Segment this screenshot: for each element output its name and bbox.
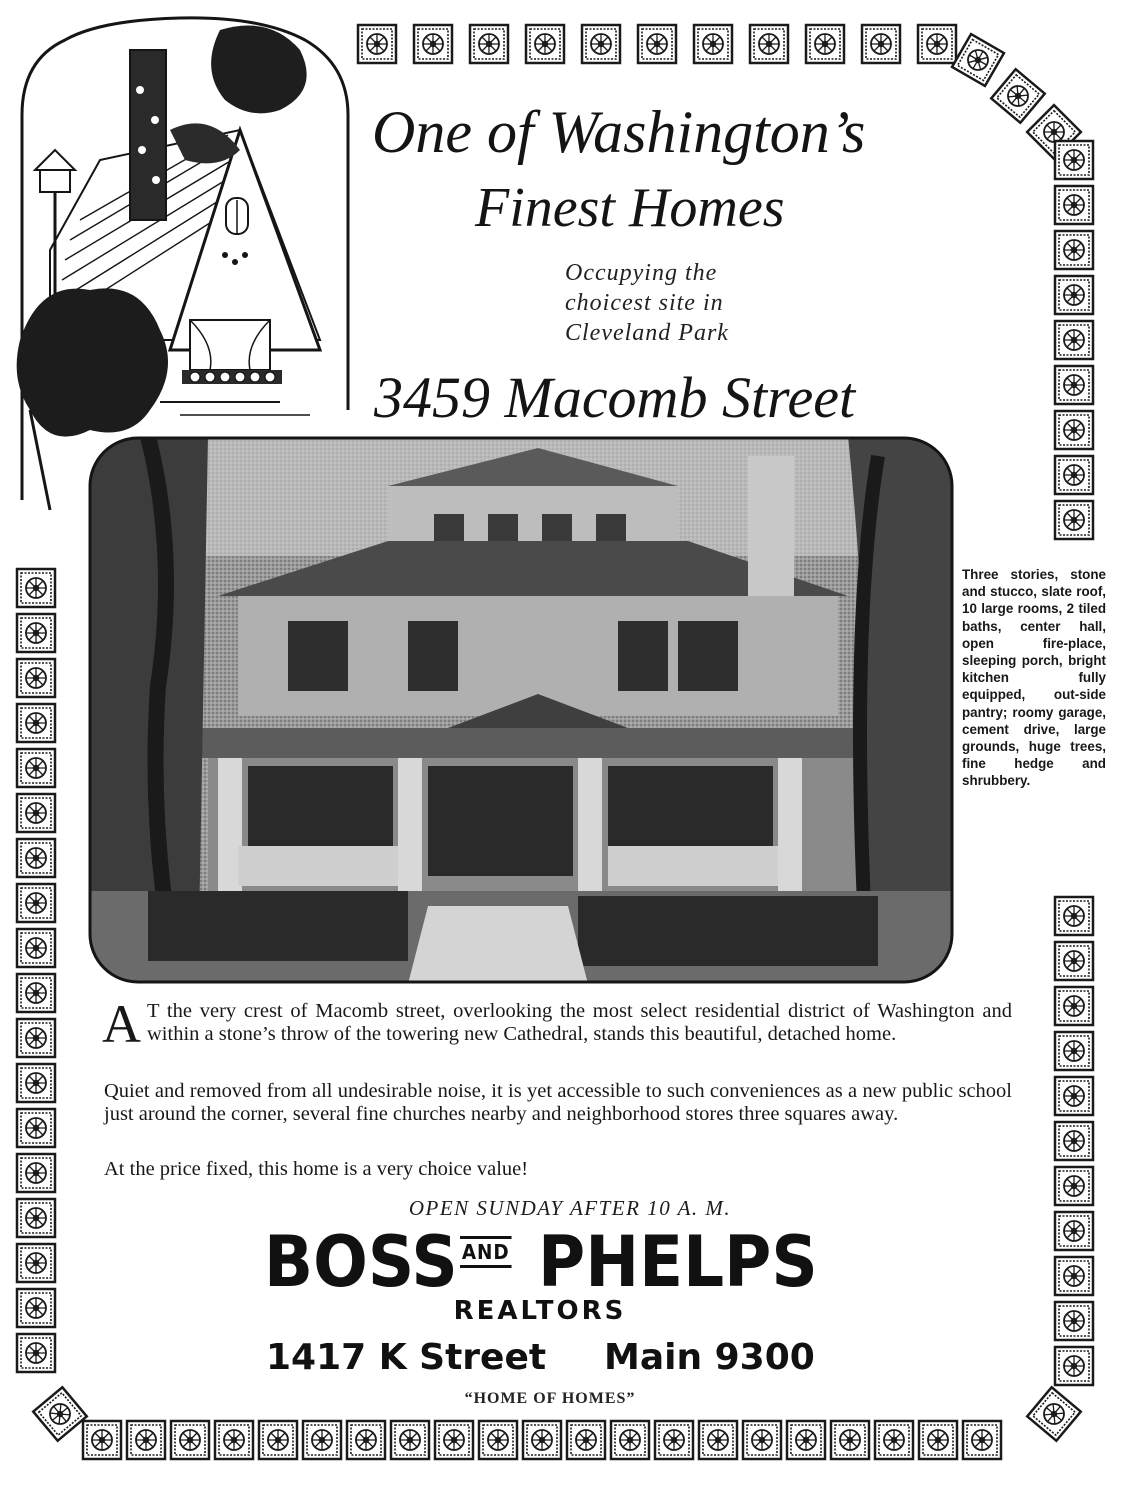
- border-tile: [17, 929, 55, 967]
- border-tile: [1055, 366, 1093, 404]
- border-tile: [611, 1421, 649, 1459]
- border-tile: [1055, 141, 1093, 179]
- border-tile: [787, 1421, 825, 1459]
- border-tile: [919, 1421, 957, 1459]
- body-paragraph-1: [102, 994, 1012, 1054]
- border-tile: [1055, 411, 1093, 449]
- border-tile: [17, 1289, 55, 1327]
- border-tile: [1055, 1257, 1093, 1295]
- border-tile: [470, 25, 508, 63]
- border-tile: [1055, 1347, 1093, 1385]
- house-photograph: [88, 436, 954, 984]
- headline-line2: Finest Homes: [475, 177, 785, 239]
- border-tile: [83, 1421, 121, 1459]
- border-tile: [1055, 276, 1093, 314]
- border-tile: [1055, 1032, 1093, 1070]
- border-tile: [358, 25, 396, 63]
- subhead-line1: Occupying the: [565, 260, 718, 286]
- border-tile: [1055, 987, 1093, 1025]
- border-tile: [1055, 897, 1093, 935]
- border-tile: [414, 25, 452, 63]
- subhead: [565, 258, 825, 348]
- border-tile: [17, 884, 55, 922]
- border-tile: [750, 25, 788, 63]
- border-tile: [875, 1421, 913, 1459]
- border-tile: [391, 1421, 429, 1459]
- border-tile: [303, 1421, 341, 1459]
- border-tile: [1055, 186, 1093, 224]
- subhead-line3: Cleveland Park: [565, 320, 729, 346]
- border-tile: [17, 1109, 55, 1147]
- border-tile: [526, 25, 564, 63]
- brand-name-boss: BOSS: [264, 1221, 458, 1303]
- border-tile: [743, 1421, 781, 1459]
- border-tile: [1055, 1212, 1093, 1250]
- open-sunday-notice: OPEN SUNDAY AFTER 10 A. M.: [408, 1196, 732, 1220]
- border-tile: [523, 1421, 561, 1459]
- border-tile: [963, 1421, 1001, 1459]
- headline-line1: One of Washington’s: [372, 99, 866, 165]
- realtors-label: REALTORS: [453, 1296, 627, 1326]
- border-tile: [17, 1064, 55, 1102]
- border-tile: [1055, 942, 1093, 980]
- border-tile: [862, 25, 900, 63]
- border-tile: [215, 1421, 253, 1459]
- body-paragraph-2: Quiet and removed from all undesirable noise, it is yet accessible to such conveniences as a new public school just around the corner, several fine churches nearby and neighborhood stores three squares away.: [104, 1080, 1012, 1125]
- border-tile: [17, 614, 55, 652]
- border-tile: [1055, 321, 1093, 359]
- border-tile: [1055, 456, 1093, 494]
- property-address: 3459 Macomb Street: [374, 365, 856, 430]
- border-tile: [567, 1421, 605, 1459]
- border-tile: [17, 794, 55, 832]
- border-tile: [1055, 1167, 1093, 1205]
- border-tile: [17, 569, 55, 607]
- border-tile: [831, 1421, 869, 1459]
- border-tile: [171, 1421, 209, 1459]
- border-tile: [17, 749, 55, 787]
- brand-connector: AND: [460, 1236, 511, 1268]
- border-tile: [17, 1334, 55, 1372]
- border-tile: [17, 659, 55, 697]
- border-tile: [806, 25, 844, 63]
- border-tile: [1055, 1302, 1093, 1340]
- border-tile: [1055, 1077, 1093, 1115]
- office-address: 1417 K Street: [266, 1337, 547, 1378]
- border-tile: [1055, 231, 1093, 269]
- border-tile: [17, 1154, 55, 1192]
- border-tile: [952, 34, 1004, 86]
- border-tile: [259, 1421, 297, 1459]
- border-tile: [1055, 1122, 1093, 1160]
- border-tile: [699, 1421, 737, 1459]
- border-tile: [655, 1421, 693, 1459]
- slogan: “HOME OF HOMES”: [464, 1390, 636, 1407]
- drop-cap: A: [102, 994, 141, 1054]
- border-tile: [1055, 501, 1093, 539]
- features-list: Three stories, stone and stucco, slate roof, 10 large rooms, 2 tiled baths, center hall, open fire-place, sleeping porch, bright kitchen fully equipped, out-side pantry; roomy garage, cement drive, large grounds, huge trees, fine hedge and shrubbery.: [962, 567, 1106, 789]
- border-tile: [694, 25, 732, 63]
- border-tile: [17, 1199, 55, 1237]
- border-tile: [127, 1421, 165, 1459]
- border-tile: [479, 1421, 517, 1459]
- border-tile: [991, 69, 1045, 123]
- border-tile: [17, 1244, 55, 1282]
- body-paragraph-3: At the price fixed, this home is a very choice value!: [104, 1158, 529, 1180]
- border-tile: [17, 974, 55, 1012]
- border-tile: [1027, 1387, 1081, 1441]
- border-tile: [435, 1421, 473, 1459]
- border-tile: [17, 704, 55, 742]
- border-tile: [17, 1019, 55, 1057]
- border-tile: [17, 839, 55, 877]
- phone-number: Main 9300: [604, 1337, 815, 1378]
- border-tile: [638, 25, 676, 63]
- brand-name-phelps: PHELPS: [538, 1221, 818, 1303]
- border-tile: [347, 1421, 385, 1459]
- body-paragraph-1-text: T the very crest of Macomb street, overlooking the most select residential district of Washington and within a stone’s throw of the towering new Cathedral, stands this beautiful, detached home.: [147, 1000, 1012, 1045]
- border-tile: [918, 25, 956, 63]
- border-tile: [33, 1387, 87, 1441]
- subhead-line2: choicest site in: [565, 290, 724, 316]
- border-tile: [582, 25, 620, 63]
